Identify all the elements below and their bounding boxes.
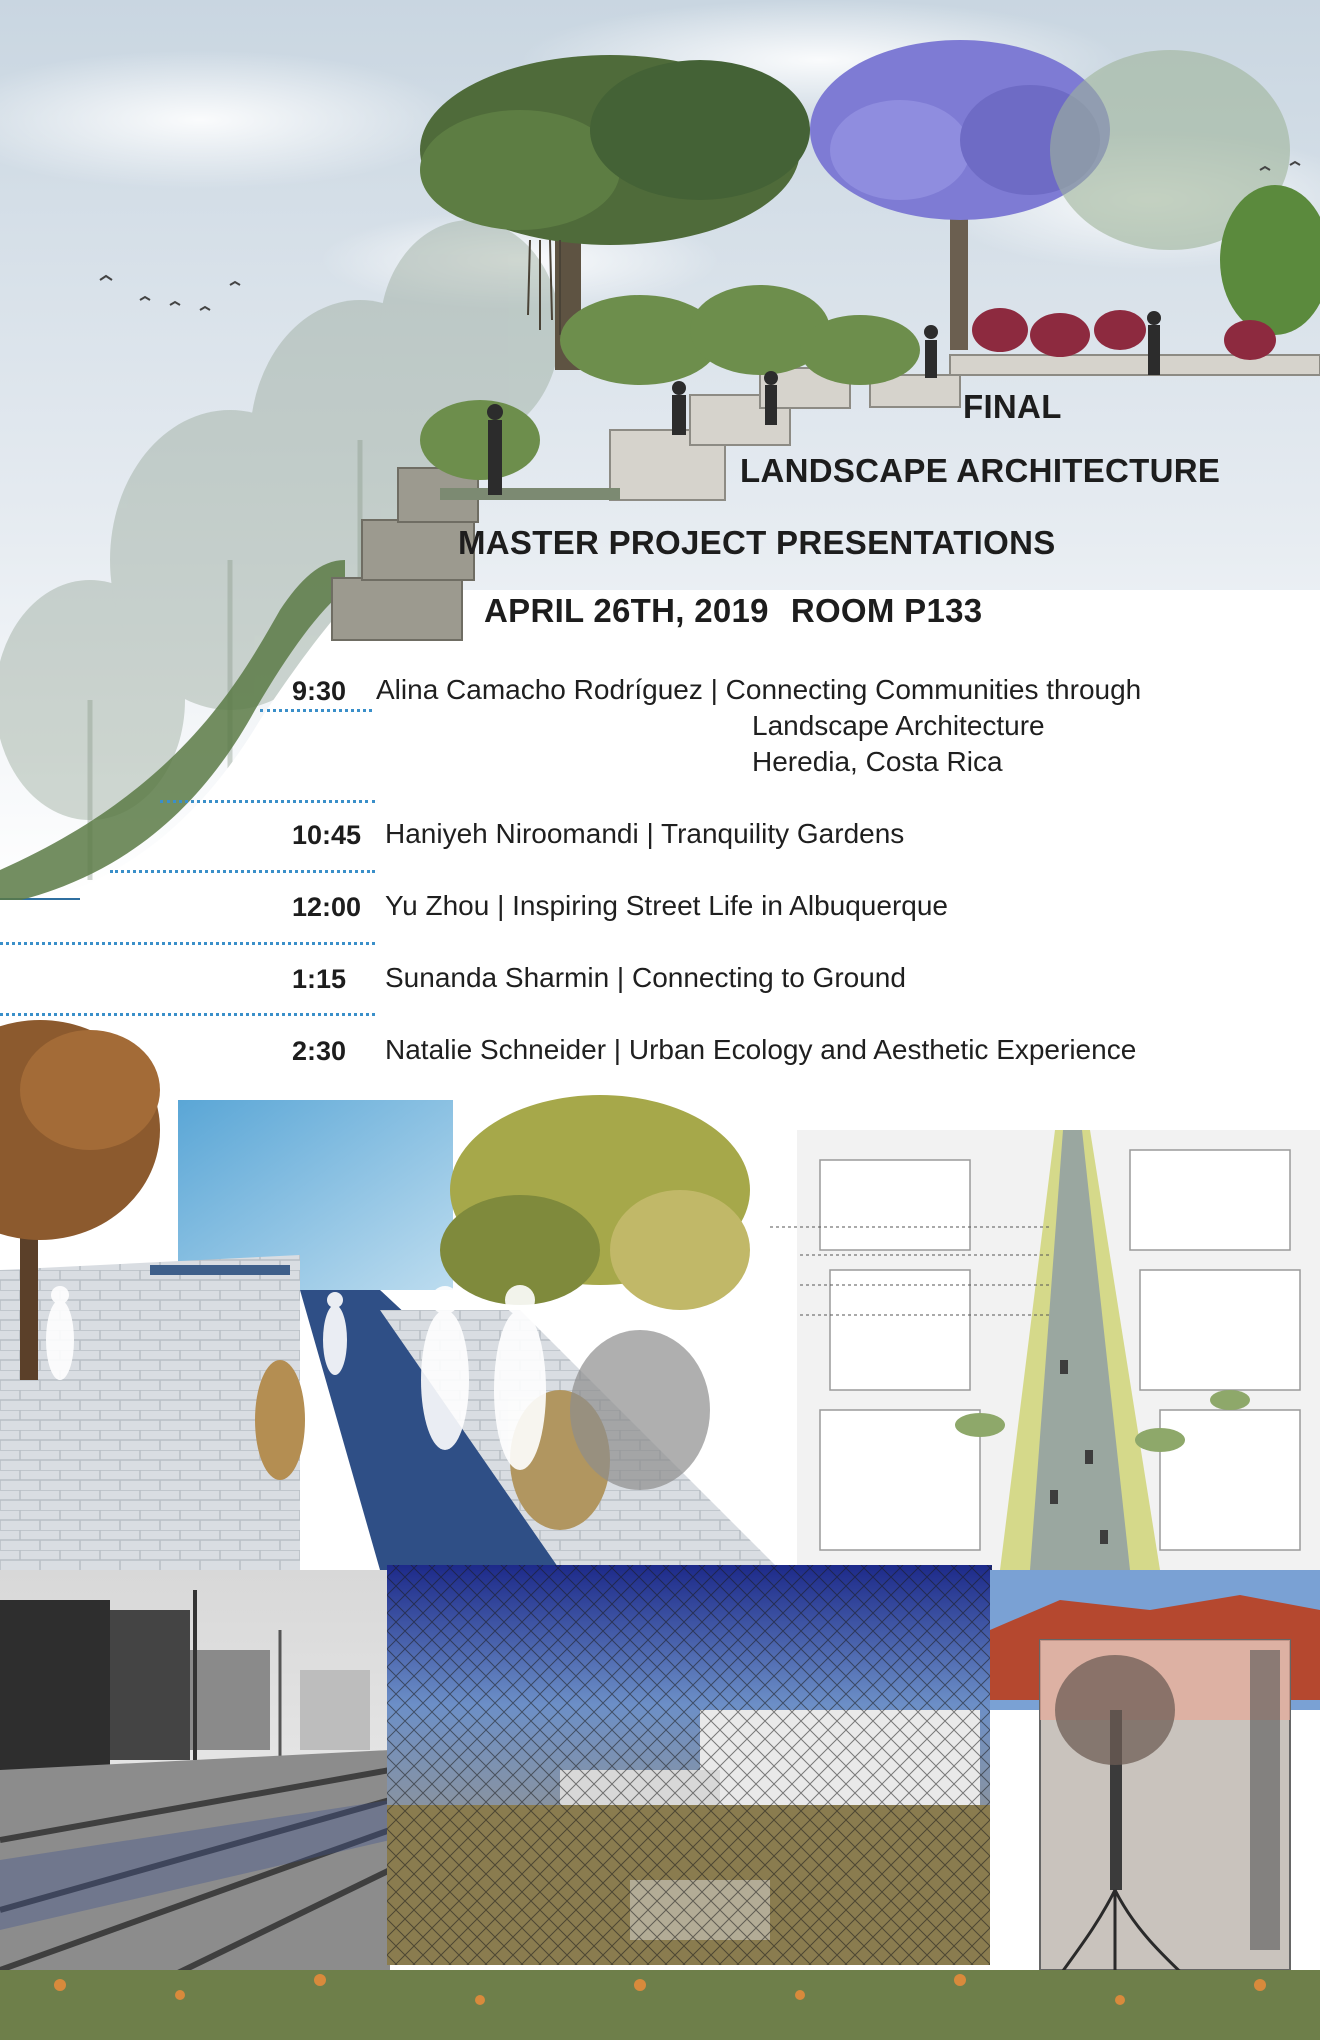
hillside-section-illustration — [0, 0, 1320, 900]
chain-link-fence-photo — [387, 1565, 992, 1965]
schedule-time: 1:15 — [292, 964, 347, 994]
schedule-time: 9:30 — [292, 676, 347, 706]
foreground-wildflowers — [0, 1970, 1320, 2040]
title-landscape-architecture: LANDSCAPE ARCHITECTURE — [740, 452, 1221, 489]
plaza-rendering — [0, 1020, 780, 1570]
event-date-room — [484, 592, 982, 630]
schedule-entry: Natalie Schneider | Urban Ecology and Aesthetic Experience — [385, 1034, 1137, 1065]
schedule-entry: Alina Camacho Rodríguez | Connecting Communities through — [376, 674, 1142, 705]
project-image-collage — [0, 1010, 1320, 2040]
dotted-divider — [260, 709, 372, 712]
schedule-entry: Haniyeh Niroomandi | Tranquility Gardens — [385, 818, 905, 849]
title-final: FINAL — [963, 388, 1062, 425]
schedule-time: 10:45 — [292, 820, 362, 850]
dotted-divider — [0, 942, 375, 945]
dotted-divider — [160, 800, 375, 803]
schedule-entry-continuation: Landscape Architecture — [752, 710, 1045, 741]
street-axonometric-drawing — [770, 1130, 1320, 1570]
dotted-divider — [110, 870, 375, 873]
schedule-entry-continuation: Heredia, Costa Rica — [752, 746, 1003, 777]
railroad-photo — [0, 1570, 390, 2040]
title-master-project-presentations: MASTER PROJECT PRESENTATIONS — [458, 524, 1056, 561]
schedule-entry: Sunanda Sharmin | Connecting to Ground — [385, 962, 906, 993]
schedule-entry: Yu Zhou | Inspiring Street Life in Albuquerque — [385, 890, 948, 921]
event-date: APRIL 26TH, 2019 — [484, 592, 769, 629]
schedule-time: 2:30 — [292, 1036, 347, 1066]
schedule-time: 12:00 — [292, 892, 362, 922]
desert-mountain-tree-photo — [990, 1570, 1320, 2040]
event-room: ROOM P133 — [790, 592, 983, 629]
